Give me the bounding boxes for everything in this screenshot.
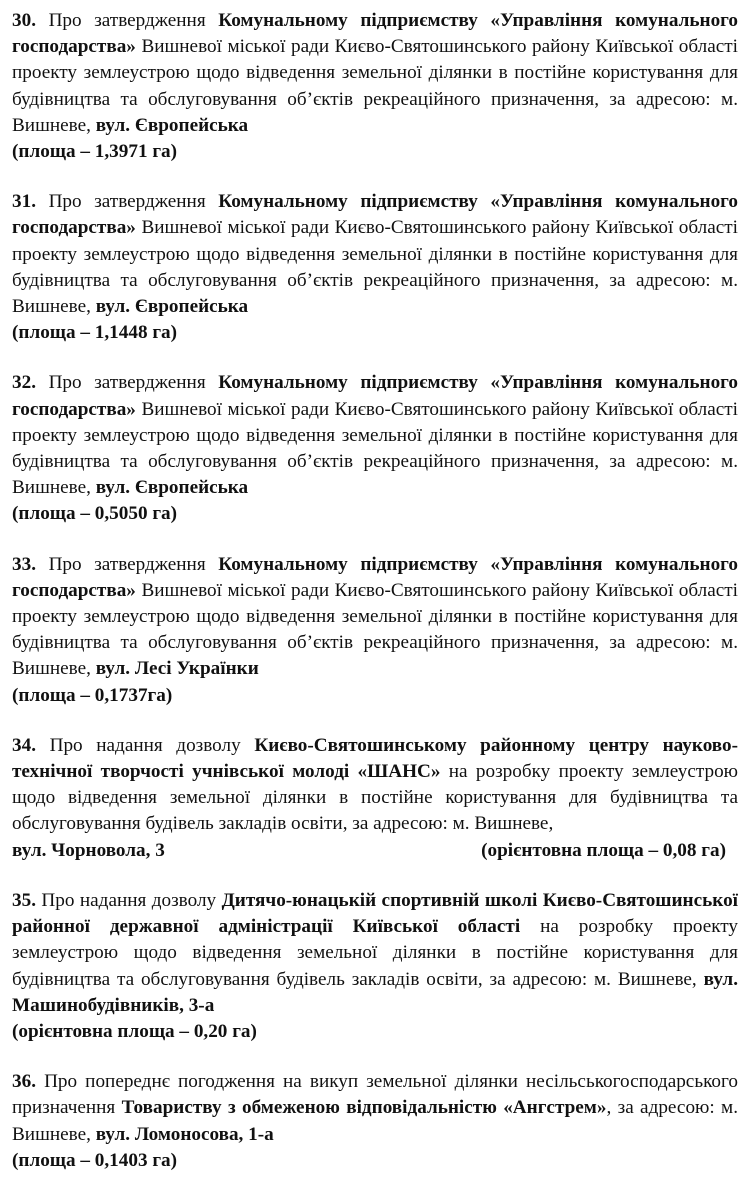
item-body: Вишневої міської ради Києво-Святошинського району Київської області проекту землеустрою щодо відведення земельної ділянки в постійне користування для будівництва та обслуговування об’єктів рекреаційного призначення, за адресою: м. Вишневе, [12, 36, 738, 136]
resolution-item-34 [12, 733, 738, 864]
item-area: (площа – 1,1448 га) [12, 322, 178, 344]
item-text [12, 733, 738, 838]
item-organization: Дитячо-юнацькій спортивній школі Києво-Святошинської районної державної адміністрації Київської області [12, 889, 739, 938]
item-text [12, 8, 738, 139]
item-area: (площа – 0,1403 га) [12, 1149, 178, 1171]
resolution-item-33 [12, 552, 738, 709]
item-text [12, 552, 738, 683]
resolution-item-36 [12, 1069, 738, 1174]
resolution-item-30 [12, 8, 738, 165]
item-area: (площа – 0,1737га) [12, 684, 173, 706]
item-number: 34. [12, 734, 36, 756]
item-preamble: Про затвердження [48, 553, 206, 575]
item-street: вул. Чорновола, 3 [12, 839, 165, 861]
item-preamble: Про надання дозволу [49, 734, 241, 756]
item-text [12, 888, 738, 1019]
item-text [12, 1069, 738, 1148]
item-street: вул. Європейська [95, 296, 249, 318]
resolution-item-31 [12, 189, 738, 346]
item-number: 32. [12, 372, 36, 394]
item-body: Вишневої міської ради Києво-Святошинського району Київської області проекту землеустрою щодо відведення земельної ділянки в постійне користування для будівництва та обслуговування об’єктів рекреаційного призначення, за адресою: м. Вишневе, [12, 217, 738, 318]
item-number: 31. [12, 191, 36, 213]
item-body: Вишневої міської ради Києво-Святошинського району Київської області проекту землеустрою щодо відведення земельної ділянки в постійне користування для будівництва та обслуговування об’єктів рекреаційного призначення, за адресою: м. Вишневе, [12, 398, 738, 499]
item-number: 33. [12, 553, 36, 575]
resolution-item-32 [12, 370, 738, 527]
item-number: 36. [12, 1071, 36, 1093]
item-area: (площа – 1,3971 га) [12, 141, 178, 163]
item-body: Вишневої міської ради Києво-Святошинського району Київської області проекту землеустрою щодо відведення земельної ділянки в постійне користування для будівництва та обслуговування об’єктів рекреаційного призначення, за адресою: м. Вишневе, [12, 579, 738, 680]
item-organization: Комунальному підприємству «Управління комунального господарства» [12, 372, 739, 420]
item-street: вул. Лесі Українки [95, 658, 259, 680]
item-street: вул. Європейська [95, 477, 249, 499]
item-preamble: Про затвердження [48, 10, 206, 31]
item-organization: Києво-Святошинському районному центру науково-технічної творчості учнівської молоді «ШАНС» [12, 734, 739, 783]
item-body: , за адресою: м. Вишневе, [12, 1097, 738, 1145]
item-body: на розробку проекту землеустрою щодо відведення земельної ділянки в постійне користування для будівництва та обслуговування будівель закладів освіти, за адресою: м. Вишневе, [12, 761, 739, 835]
item-number: 35. [12, 889, 36, 911]
item-text [12, 370, 738, 501]
item-organization: Комунальному підприємству «Управління комунального господарства» [12, 553, 739, 601]
document-page [12, 8, 738, 1198]
item-number: 30. [12, 10, 36, 31]
item-organization: Комунальному підприємству «Управління комунального господарства» [12, 191, 739, 239]
item-text [12, 189, 738, 320]
item-preamble: Про затвердження [48, 191, 206, 213]
resolution-item-35 [12, 888, 738, 1045]
item-organization: Комунальному підприємству «Управління комунального господарства» [12, 10, 739, 58]
item-preamble: Про надання дозволу [41, 889, 217, 911]
item-address-line [12, 838, 738, 864]
item-preamble: Про затвердження [48, 372, 206, 394]
item-body: на розробку проекту землеустрою щодо відведення земельної ділянки в постійне користування для будівництва та обслуговування будівель закладів освіти, за адресою: м. Вишневе, [12, 916, 739, 990]
item-street: вул. Ломоносова, 1-а [95, 1123, 274, 1145]
item-area: (орієнтовна площа – 0,20 га) [12, 1020, 257, 1042]
item-preamble: Про попереднє погодження на викуп земельної ділянки несільськогосподарського призначення [12, 1071, 738, 1119]
item-area: (орієнтовна площа – 0,08 га) [481, 839, 726, 861]
item-street: вул. Європейська [95, 114, 249, 136]
item-area: (площа – 0,5050 га) [12, 503, 178, 525]
item-street: вул. Машинобудівників, 3-а [12, 968, 738, 1016]
item-organization: Товариству з обмеженою відповідальністю «Ангстрем» [121, 1097, 607, 1119]
